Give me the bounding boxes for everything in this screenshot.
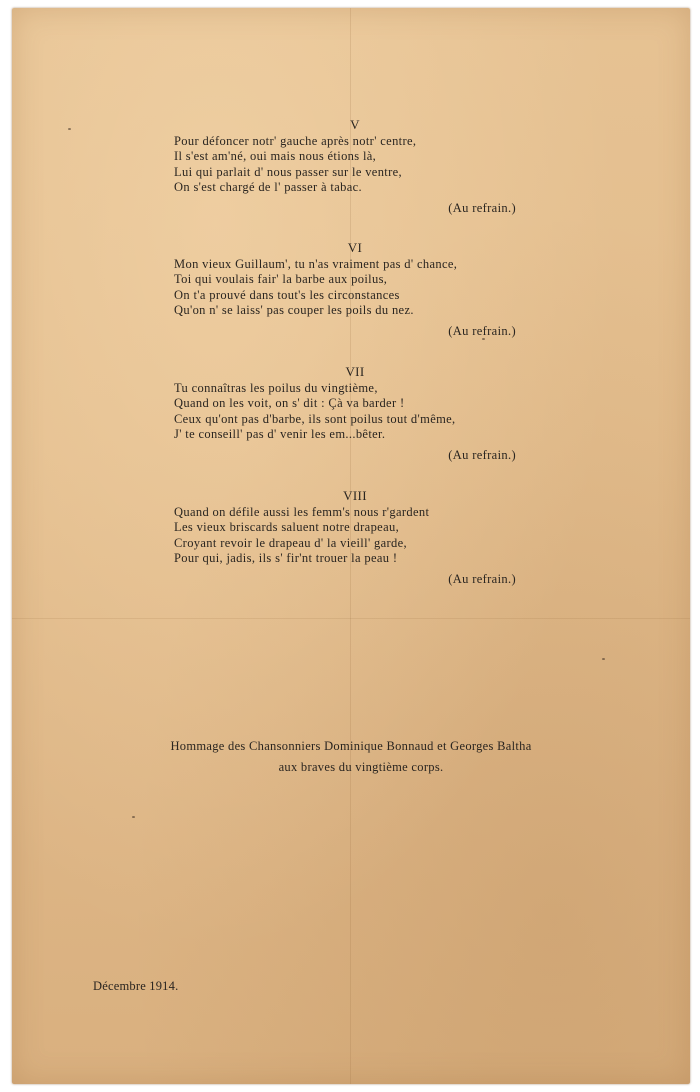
verse-line: On s'est chargé de l' passer à tabac. (174, 180, 362, 195)
refrain-note: (Au refrain.) (448, 447, 516, 462)
paper-speck (132, 816, 135, 818)
verse-line: Quand on défile aussi les femm's nous r'gardent (174, 505, 430, 519)
verse-line: Tu connaîtras les poilus du vingtième, (174, 381, 378, 395)
verse-line: Pour défoncer notr' gauche après notr' centre, (174, 134, 417, 148)
refrain-note: (Au refrain.) (448, 200, 516, 215)
verse-line: On t'a prouvé dans tout's les circonstances (174, 287, 400, 302)
verse-line: Pour qui, jadis, ils s' fir'nt trouer la peau ! (174, 551, 398, 566)
fold-crease-horizontal (12, 618, 690, 619)
dedication (12, 736, 690, 778)
verse-number: V (350, 117, 360, 132)
verse-vii (174, 363, 516, 464)
verse-line: Quand on les voit, on s' dit : Çà va barder ! (174, 396, 405, 411)
verse-line: Il s'est am'né, oui mais nous étions là, (174, 149, 377, 164)
refrain-note: (Au refrain.) (448, 571, 516, 586)
verse-line: Toi qui voulais fair' la barbe aux poilus, (174, 272, 388, 287)
verse-line: Qu'on n' se laiss' pas couper les poils du nez. (174, 303, 414, 318)
verse-line: Mon vieux Guillaum', tu n'as vraiment pas d' chance, (174, 257, 458, 271)
verse-number: VII (345, 364, 365, 379)
verse-v (174, 116, 516, 217)
verse-line: Les vieux briscards saluent notre drapeau, (174, 520, 400, 535)
verse-line: Croyant revoir le drapeau d' la vieill' garde, (174, 535, 408, 550)
verse-line: J' te conseill' pas d' venir les em...bêter. (174, 427, 386, 442)
paper-speck (68, 128, 71, 130)
refrain-note: (Au refrain.) (448, 323, 516, 338)
paper-speck (602, 658, 605, 660)
paper-sheet (12, 8, 690, 1084)
document-date: Décembre 1914. (93, 979, 179, 993)
verse-viii (174, 487, 516, 588)
verse-number: VI (347, 240, 363, 255)
verse-vi (174, 239, 516, 340)
verse-line: Ceux qu'ont pas d'barbe, ils sont poilus tout d'même, (174, 411, 456, 426)
verse-number: VIII (343, 488, 367, 503)
dedication-line: Hommage des Chansonniers Dominique Bonnaud et Georges Baltha (170, 739, 532, 753)
dedication-line: aux braves du vingtième corps. (278, 760, 444, 774)
verse-line: Lui qui parlait d' nous passer sur le ventre, (174, 164, 403, 179)
